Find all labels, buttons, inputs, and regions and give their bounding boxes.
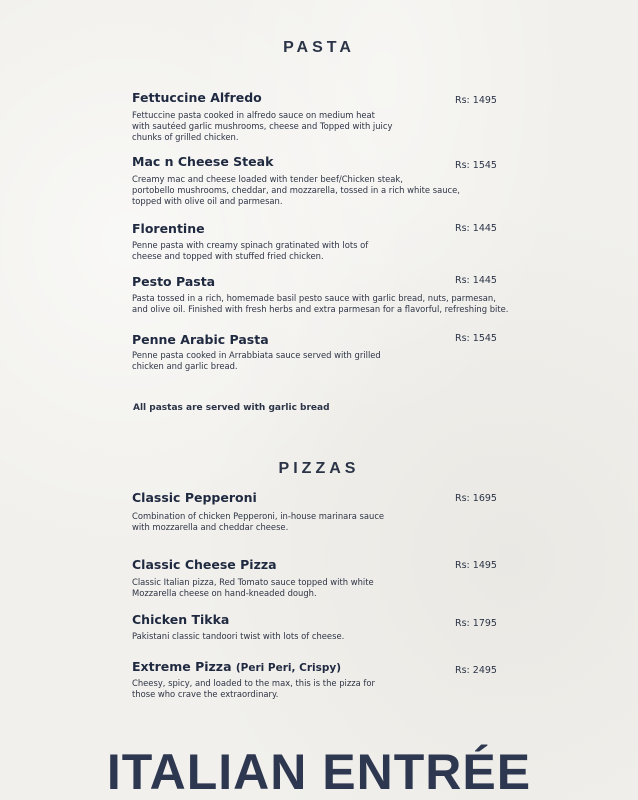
item-name: Extreme Pizza (Peri Peri, Crispy): [132, 659, 342, 674]
item-price: Rs: 1495: [455, 95, 497, 106]
item-name-suffix: (Peri Peri, Crispy): [235, 662, 342, 674]
item-name: Penne Arabic Pasta: [132, 332, 269, 347]
item-name: Classic Pepperoni: [132, 490, 257, 505]
item-price: Rs: 1695: [455, 493, 497, 504]
item-name: Classic Cheese Pizza: [132, 557, 277, 572]
item-price: Rs: 1545: [455, 333, 497, 344]
item-name: Pesto Pasta: [132, 274, 216, 289]
item-description: Penne pasta with creamy spinach gratinated with lots of cheese and topped with stuffed fried chicken.: [132, 240, 369, 262]
item-description: Penne pasta cooked in Arrabbiata sauce served with grilled chicken and garlic bread.: [132, 350, 381, 372]
item-description: Classic Italian pizza, Red Tomato sauce topped with white Mozzarella cheese on hand-kneaded dough.: [132, 577, 374, 599]
item-description: Cheesy, spicy, and loaded to the max, this is the pizza for those who crave the extraordinary.: [132, 678, 375, 700]
item-description: Fettuccine pasta cooked in alfredo sauce on medium heat with sautéed garlic mushrooms, cheese and Topped with juicy chunks of grilled chicken.: [132, 110, 393, 143]
section-title-pasta: PASTA: [283, 39, 355, 56]
item-price: Rs: 1445: [455, 275, 497, 286]
section-title-pizzas: PIZZAS: [278, 460, 360, 477]
item-price: Rs: 2495: [455, 665, 497, 676]
item-price: Rs: 1545: [455, 160, 497, 171]
pasta-note: All pastas are served with garlic bread: [133, 403, 330, 413]
item-description: Combination of chicken Pepperoni, in-house marinara sauce with mozzarella and cheddar cheese.: [132, 511, 385, 533]
item-price: Rs: 1445: [455, 223, 497, 234]
item-name: Chicken Tikka: [132, 612, 230, 627]
item-price: Rs: 1495: [455, 560, 497, 571]
item-name: Mac n Cheese Steak: [132, 154, 274, 169]
item-description: Pakistani classic tandoori twist with lots of cheese.: [132, 631, 345, 641]
item-description: Pasta tossed in a rich, homemade basil pesto sauce with garlic bread, nuts, parmesan, and olive oil. Finished with fresh herbs and extra parmesan for a flavorful, refreshing bite.: [132, 293, 509, 315]
footer-title: ITALIAN ENTRÉE: [106, 744, 532, 800]
item-name: Fettuccine Alfredo: [132, 90, 262, 105]
item-name: Florentine: [132, 221, 205, 236]
item-description: Creamy mac and cheese loaded with tender beef/Chicken steak, portobello mushrooms, cheddar, and mozzarella, tossed in a rich white sauce, topped with olive oil and parmesan.: [132, 174, 460, 207]
item-price: Rs: 1795: [455, 618, 497, 629]
